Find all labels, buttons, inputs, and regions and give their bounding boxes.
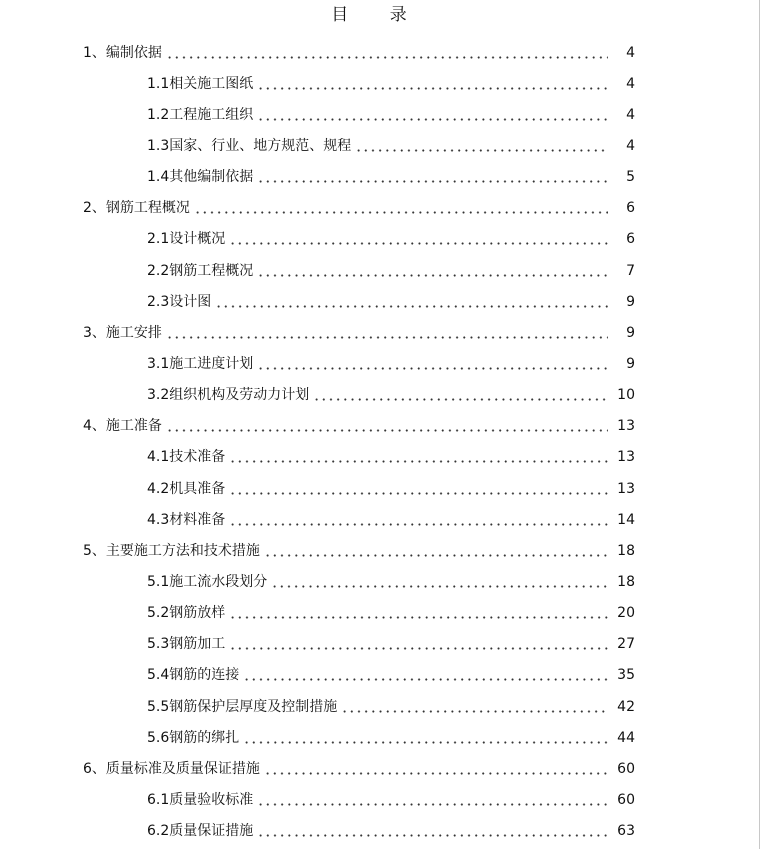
dot-leader bbox=[257, 793, 608, 807]
toc-entry[interactable] bbox=[0, 691, 760, 722]
toc-entry-label: 4、施工准备 bbox=[83, 417, 166, 435]
dot-leader bbox=[166, 419, 608, 433]
toc-entry-page: 10 bbox=[617, 387, 635, 404]
toc-entry[interactable] bbox=[0, 566, 760, 597]
toc-entry-label: 5.5钢筋保护层厚度及控制措施 bbox=[147, 698, 341, 716]
dot-leader bbox=[257, 357, 608, 371]
toc-entry[interactable] bbox=[0, 722, 760, 753]
toc-entry-label: 3.2组织机构及劳动力计划 bbox=[147, 386, 313, 404]
dot-leader bbox=[229, 232, 608, 246]
toc-entry-label: 2.3设计图 bbox=[147, 293, 215, 311]
toc-entry-label: 5.4钢筋的连接 bbox=[147, 666, 243, 684]
toc-entry-page: 14 bbox=[617, 511, 635, 528]
toc-entry[interactable] bbox=[0, 753, 760, 784]
toc-entry[interactable] bbox=[0, 442, 760, 473]
toc-entry-label: 2.1设计概况 bbox=[147, 230, 229, 248]
toc-entry[interactable] bbox=[0, 473, 760, 504]
toc-entry-label: 5.1施工流水段划分 bbox=[147, 573, 271, 591]
toc-entry-label: 6、质量标准及质量保证措施 bbox=[83, 760, 264, 778]
dot-leader bbox=[215, 295, 608, 309]
toc-entry-page: 6 bbox=[626, 231, 635, 248]
toc-entry-page: 60 bbox=[617, 760, 635, 777]
dot-leader bbox=[166, 326, 608, 340]
toc-entry[interactable] bbox=[0, 162, 760, 193]
toc-entry[interactable] bbox=[0, 224, 760, 255]
dot-leader bbox=[243, 731, 608, 745]
dot-leader bbox=[257, 824, 608, 838]
toc-entry-label: 1.4其他编制依据 bbox=[147, 168, 257, 186]
toc-entry[interactable] bbox=[0, 598, 760, 629]
toc-entry-label: 3.1施工进度计划 bbox=[147, 355, 257, 373]
table-of-contents bbox=[0, 37, 760, 847]
toc-entry-label: 5、主要施工方法和技术措施 bbox=[83, 542, 264, 560]
dot-leader bbox=[194, 201, 608, 215]
toc-entry-page: 63 bbox=[617, 823, 635, 840]
toc-entry-label: 2.2钢筋工程概况 bbox=[147, 262, 257, 280]
dot-leader bbox=[257, 264, 608, 278]
toc-entry-page: 5 bbox=[626, 169, 635, 186]
toc-entry[interactable] bbox=[0, 37, 760, 68]
toc-entry-page: 18 bbox=[617, 573, 635, 590]
dot-leader bbox=[264, 544, 608, 558]
toc-entry-label: 1.1相关施工图纸 bbox=[147, 75, 257, 93]
dot-leader bbox=[229, 513, 608, 527]
toc-entry[interactable] bbox=[0, 784, 760, 815]
dot-leader bbox=[243, 668, 608, 682]
toc-entry-page: 9 bbox=[626, 355, 635, 372]
toc-entry[interactable] bbox=[0, 99, 760, 130]
toc-entry[interactable] bbox=[0, 504, 760, 535]
toc-entry-page: 13 bbox=[617, 480, 635, 497]
toc-entry-label: 2、钢筋工程概况 bbox=[83, 199, 194, 217]
dot-leader bbox=[257, 77, 608, 91]
toc-entry-label: 5.6钢筋的绑扎 bbox=[147, 729, 243, 747]
dot-leader bbox=[341, 700, 608, 714]
toc-entry-page: 44 bbox=[617, 729, 635, 746]
dot-leader bbox=[271, 575, 608, 589]
toc-entry-page: 9 bbox=[626, 324, 635, 341]
toc-entry-page: 42 bbox=[617, 698, 635, 715]
toc-entry-page: 18 bbox=[617, 542, 635, 559]
toc-entry[interactable] bbox=[0, 411, 760, 442]
dot-leader bbox=[229, 482, 608, 496]
toc-entry-page: 4 bbox=[626, 106, 635, 123]
toc-entry-page: 6 bbox=[626, 200, 635, 217]
toc-entry[interactable] bbox=[0, 816, 760, 847]
toc-entry-label: 4.1技术准备 bbox=[147, 448, 229, 466]
dot-leader bbox=[229, 606, 608, 620]
toc-entry-label: 5.2钢筋放样 bbox=[147, 604, 229, 622]
toc-entry-page: 4 bbox=[626, 137, 635, 154]
toc-entry[interactable] bbox=[0, 317, 760, 348]
toc-title: 目 录 bbox=[331, 5, 425, 25]
toc-entry[interactable] bbox=[0, 68, 760, 99]
toc-entry-page: 9 bbox=[626, 293, 635, 310]
toc-entry-page: 4 bbox=[626, 44, 635, 61]
dot-leader bbox=[257, 108, 608, 122]
toc-entry[interactable] bbox=[0, 286, 760, 317]
toc-entry[interactable] bbox=[0, 380, 760, 411]
toc-entry[interactable] bbox=[0, 130, 760, 161]
toc-entry-label: 6.1质量验收标准 bbox=[147, 791, 257, 809]
toc-entry-label: 4.2机具准备 bbox=[147, 480, 229, 498]
toc-entry-label: 1.3国家、行业、地方规范、规程 bbox=[147, 137, 355, 155]
toc-entry-label: 3、施工安排 bbox=[83, 324, 166, 342]
dot-leader bbox=[229, 637, 608, 651]
dot-leader bbox=[355, 139, 608, 153]
dot-leader bbox=[313, 388, 608, 402]
toc-entry-page: 7 bbox=[626, 262, 635, 279]
toc-entry-page: 13 bbox=[617, 449, 635, 466]
dot-leader bbox=[166, 46, 608, 60]
toc-entry-page: 27 bbox=[617, 636, 635, 653]
dot-leader bbox=[257, 170, 608, 184]
toc-entry-page: 4 bbox=[626, 75, 635, 92]
toc-entry[interactable] bbox=[0, 255, 760, 286]
toc-entry-label: 1.2工程施工组织 bbox=[147, 106, 257, 124]
dot-leader bbox=[229, 450, 608, 464]
toc-entry-label: 5.3钢筋加工 bbox=[147, 635, 229, 653]
toc-entry[interactable] bbox=[0, 629, 760, 660]
toc-entry[interactable] bbox=[0, 193, 760, 224]
toc-entry-page: 35 bbox=[617, 667, 635, 684]
toc-entry[interactable] bbox=[0, 660, 760, 691]
toc-entry[interactable] bbox=[0, 348, 760, 379]
toc-entry-page: 13 bbox=[617, 418, 635, 435]
toc-entry-label: 1、编制依据 bbox=[83, 44, 166, 62]
dot-leader bbox=[264, 762, 608, 776]
toc-entry-label: 6.2质量保证措施 bbox=[147, 822, 257, 840]
toc-entry-label: 4.3材料准备 bbox=[147, 511, 229, 529]
toc-entry-page: 20 bbox=[617, 605, 635, 622]
toc-entry-page: 60 bbox=[617, 791, 635, 808]
toc-entry[interactable] bbox=[0, 535, 760, 566]
